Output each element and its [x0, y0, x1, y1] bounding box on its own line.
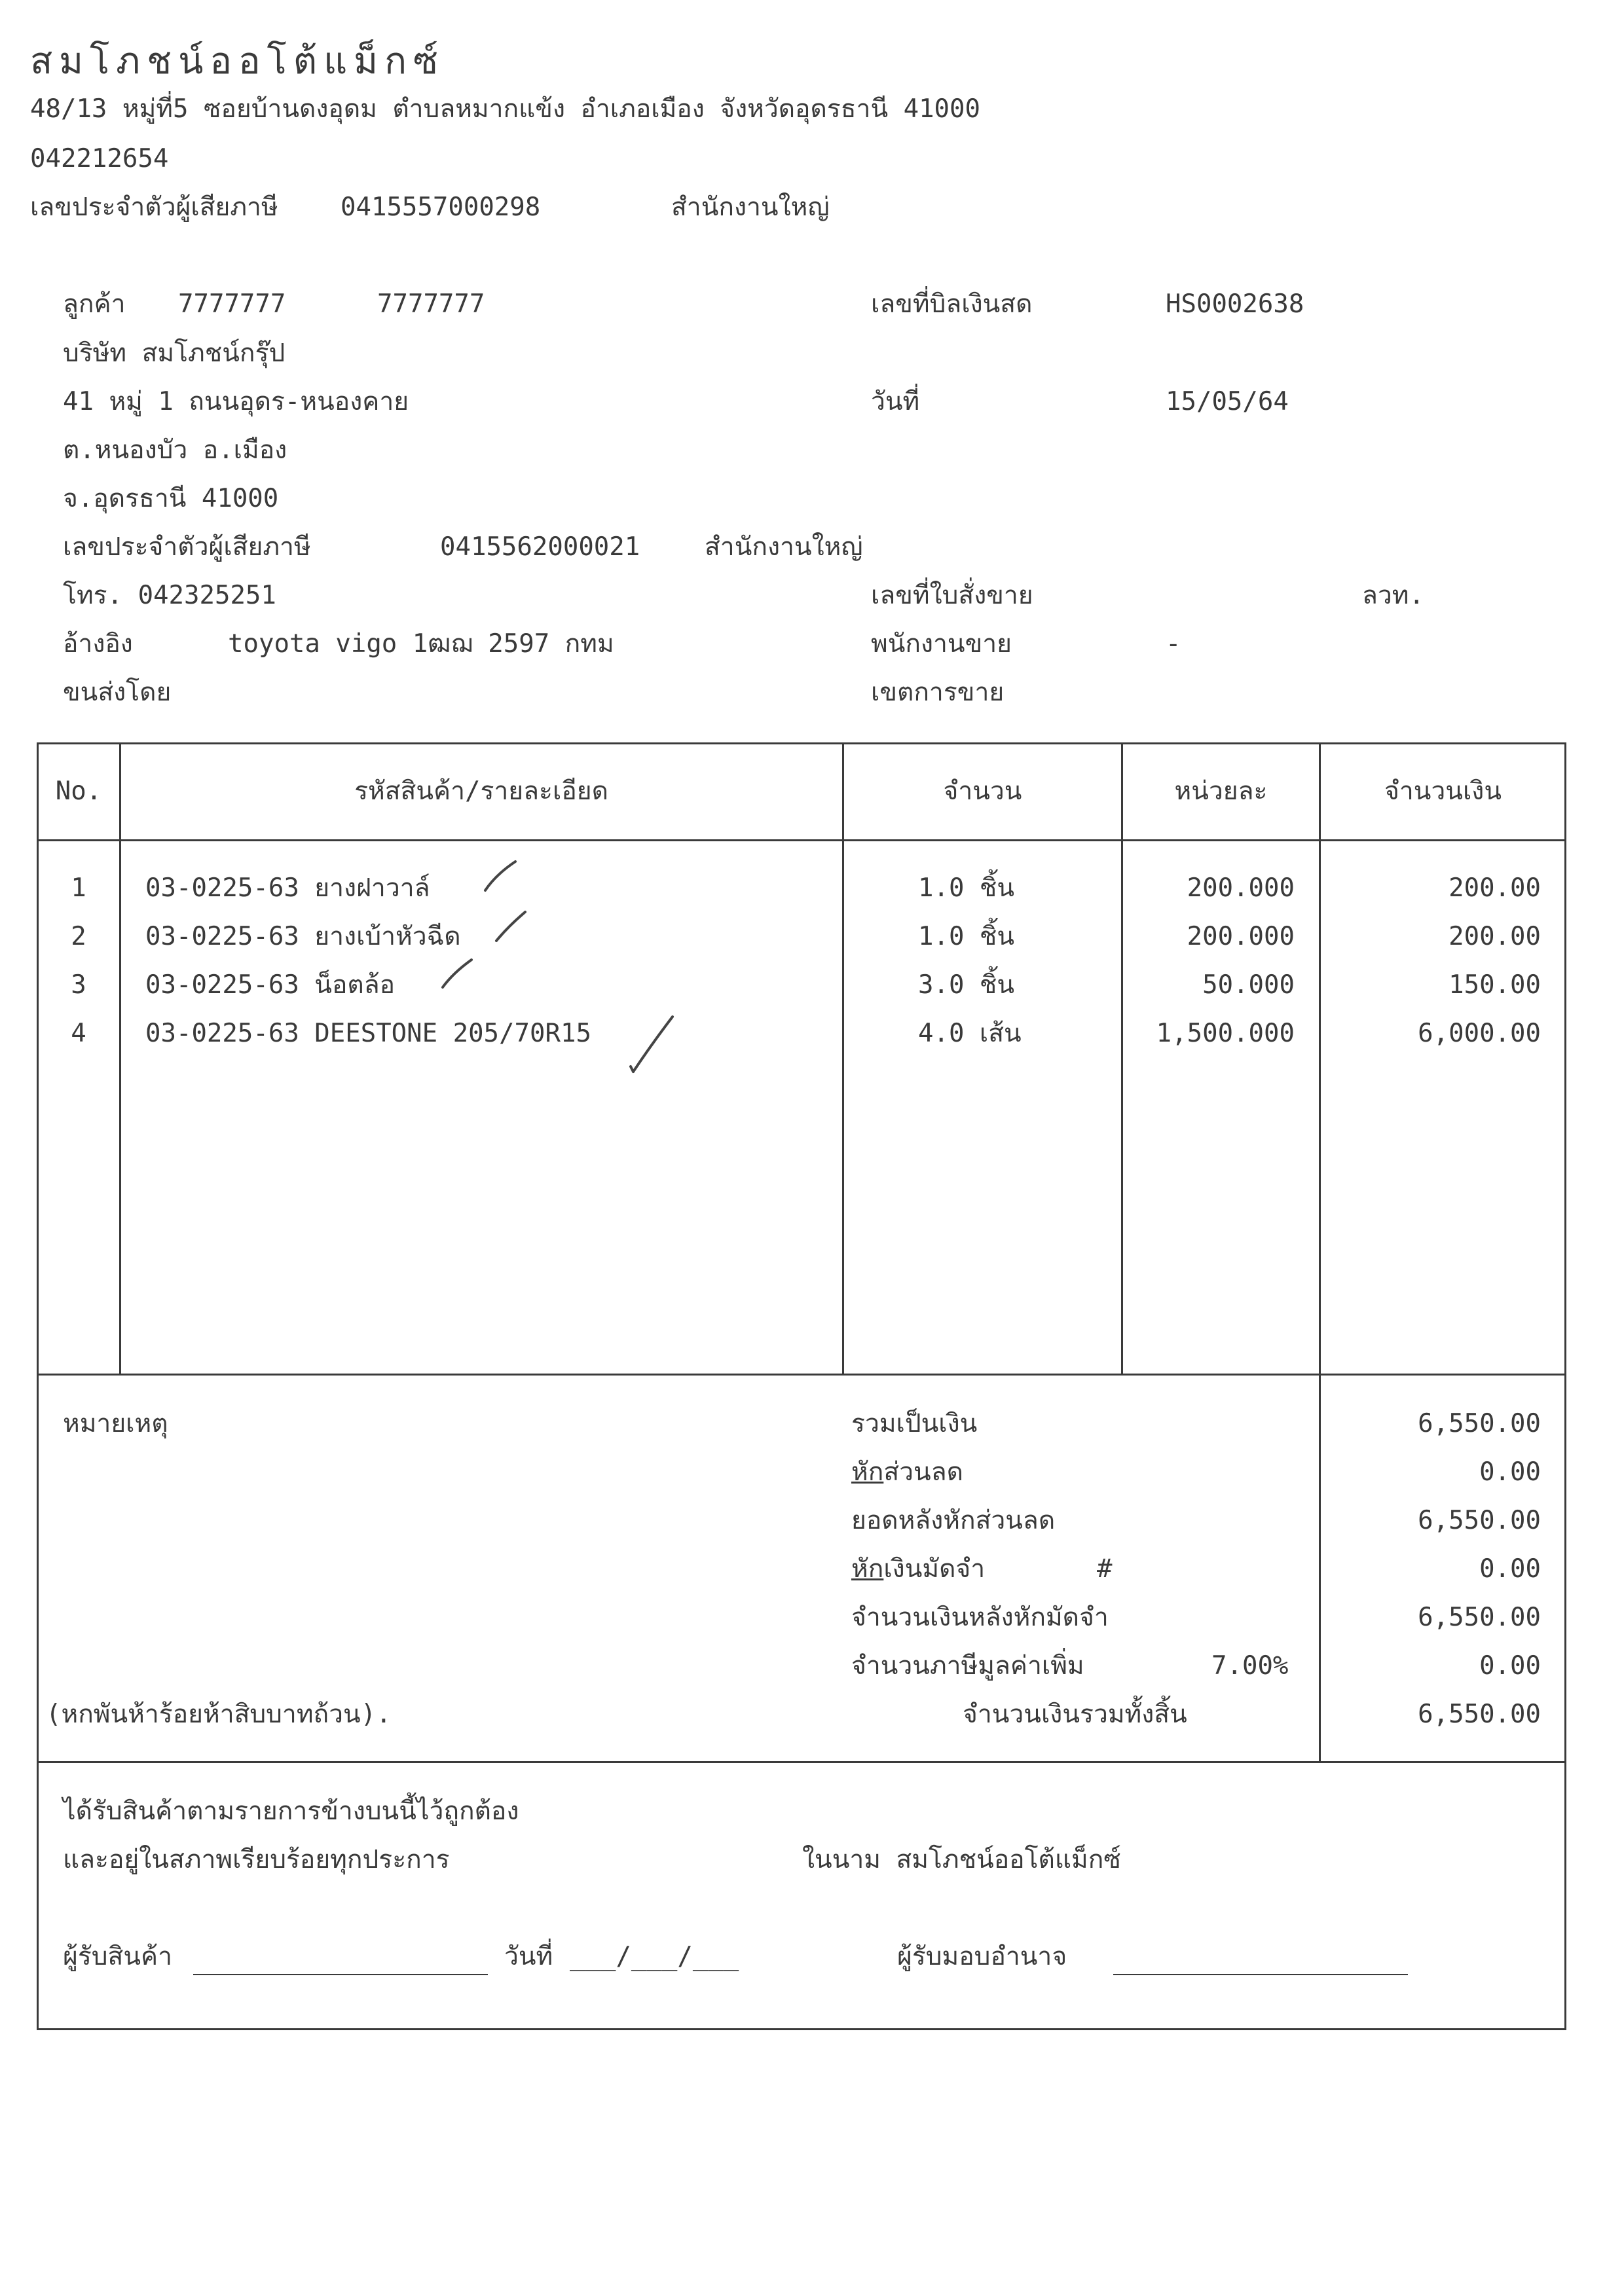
on-behalf-of: ในนาม สมโภชน์ออโต้แม็กซ์ — [802, 1845, 1121, 1874]
customer-code-1: 7777777 — [178, 289, 286, 319]
total-label: รวมเป็นเงิน — [851, 1409, 978, 1438]
col-divider-2 — [842, 742, 844, 1375]
salesperson-value: - — [1166, 629, 1181, 659]
customer-tax-label: เลขประจำตัวผู้เสียภาษี — [63, 532, 311, 562]
handwritten-check-mark — [481, 858, 521, 897]
company-branch: สำนักงานใหญ่ — [671, 192, 830, 222]
header-quantity: จำนวน — [943, 776, 1022, 806]
header-description: รหัสสินค้า/รายละเอียด — [354, 776, 608, 806]
col-divider-3 — [1121, 742, 1123, 1375]
discount-label — [851, 1457, 963, 1488]
receiver-signature-line — [193, 1974, 488, 1975]
customer-name: บริษัท สมโภชน์กรุ๊ป — [63, 338, 286, 368]
bill-number-value: HS0002638 — [1166, 289, 1304, 319]
summary-divider — [37, 1761, 1566, 1763]
received-statement-2: และอยู่ในสภาพเรียบร้อยทุกประการ — [63, 1845, 450, 1874]
after-deposit-label: จำนวนเงินหลังหักมัดจำ — [851, 1603, 1109, 1632]
sales-order-label: เลขที่ใบสั่งขาย — [871, 581, 1033, 610]
bill-date-value: 15/05/64 — [1166, 387, 1289, 416]
after-discount-label: ยอดหลังหักส่วนลด — [851, 1506, 1056, 1535]
receive-date-label: วันที่ — [504, 1942, 553, 1971]
grand-total-label: จำนวนเงินรวมทั้งสิ้น — [963, 1700, 1187, 1729]
reference-label: อ้างอิง — [63, 629, 133, 659]
table-row-no: 3 — [71, 970, 86, 1000]
customer-label: ลูกค้า — [63, 289, 126, 319]
after-discount-value: 6,550.00 — [1418, 1506, 1541, 1535]
sales-order-value: ลวท. — [1362, 581, 1424, 610]
table-row-no: 4 — [71, 1019, 86, 1048]
header-no: No. — [55, 776, 102, 806]
table-row-unit-price: 200.000 — [1187, 922, 1295, 951]
table-row-description: 03-0225-63 DEESTONE 205/70R15 — [145, 1019, 591, 1048]
table-row-amount: 200.00 — [1449, 922, 1541, 951]
salesperson-label: พนักงานขาย — [871, 629, 1012, 659]
company-tax-label: เลขประจำตัวผู้เสียภาษี — [30, 192, 278, 222]
sales-area-label: เขตการขาย — [871, 678, 1005, 707]
bill-number-label: เลขที่บิลเงินสด — [871, 289, 1033, 319]
amount-in-words: (หกพันห้าร้อยห้าสิบบาทถ้วน). — [46, 1700, 392, 1729]
discount-value: 0.00 — [1479, 1457, 1541, 1487]
table-row-description: 03-0225-63 ยางฝาวาล์ — [145, 873, 430, 903]
deposit-label — [851, 1554, 985, 1585]
table-row-unit-price: 200.000 — [1187, 873, 1295, 903]
table-row-quantity: 4.0 เส้น — [918, 1019, 1022, 1048]
company-phone: 042212654 — [30, 144, 169, 173]
company-name: สมโภชน์ออโต้แม็กซ์ — [30, 40, 445, 82]
deposit-hash: # — [1097, 1554, 1113, 1584]
handwritten-check-mark — [625, 1011, 678, 1077]
table-body-divider — [37, 1374, 1566, 1376]
customer-branch: สำนักงานใหญ่ — [705, 532, 863, 562]
customer-address-2: ต.หนองบัว อ.เมือง — [63, 435, 287, 465]
customer-address-1: 41 หมู่ 1 ถนนอุดร-หนองคาย — [63, 387, 409, 416]
deposit-label-prefix: หัก — [851, 1554, 884, 1584]
customer-address-3: จ.อุดรธานี 41000 — [63, 484, 279, 513]
bill-date-label: วันที่ — [871, 387, 920, 416]
deposit-label-text: เงินมัดจำ — [883, 1554, 986, 1584]
customer-tax-id: 0415562000021 — [440, 532, 640, 562]
received-statement-1: ได้รับสินค้าตามรายการข้างบนนี้ไว้ถูกต้อง — [63, 1796, 519, 1826]
deposit-value: 0.00 — [1479, 1554, 1541, 1584]
table-row-description: 03-0225-63 น็อตล้อ — [145, 970, 396, 1000]
table-row-amount: 200.00 — [1449, 873, 1541, 903]
shipping-label: ขนส่งโดย — [63, 678, 172, 707]
company-tax-id: 0415557000298 — [341, 192, 541, 222]
header-unit-price: หน่วยละ — [1174, 776, 1268, 806]
after-deposit-value: 6,550.00 — [1418, 1603, 1541, 1632]
table-row-unit-price: 1,500.000 — [1156, 1019, 1295, 1048]
handwritten-check-mark — [439, 955, 478, 994]
vat-rate: 7.00% — [1211, 1651, 1289, 1681]
table-row-amount: 6,000.00 — [1418, 1019, 1541, 1048]
company-address: 48/13 หมู่ที่5 ซอยบ้านดงอุดม ตำบลหมากแข้ง อำเภอเมือง จังหวัดอุดรธานี 41000 — [30, 94, 980, 124]
table-row-no: 2 — [71, 922, 86, 951]
vat-value: 0.00 — [1479, 1651, 1541, 1681]
grand-total-value: 6,550.00 — [1418, 1700, 1541, 1729]
receiver-label: ผู้รับสินค้า — [63, 1942, 173, 1971]
table-row-unit-price: 50.000 — [1202, 970, 1295, 1000]
table-row-no: 1 — [71, 873, 86, 903]
table-row-description: 03-0225-63 ยางเบ้าหัวฉีด — [145, 922, 461, 951]
col-divider-1 — [119, 742, 121, 1375]
customer-phone: โทร. 042325251 — [63, 581, 276, 610]
authorized-signature-line — [1113, 1974, 1408, 1975]
table-row-quantity: 1.0 ชิ้น — [918, 922, 1015, 951]
table-row-amount: 150.00 — [1449, 970, 1541, 1000]
customer-code-2: 7777777 — [377, 289, 485, 319]
authorized-label: ผู้รับมอบอำนาจ — [897, 1942, 1067, 1971]
table-row-quantity: 3.0 ชิ้น — [918, 970, 1015, 1000]
discount-label-prefix: หัก — [851, 1457, 884, 1487]
header-amount: จำนวนเงิน — [1384, 776, 1502, 806]
vat-label: จำนวนภาษีมูลค่าเพิ่ม — [851, 1651, 1084, 1681]
handwritten-check-mark — [492, 907, 532, 946]
total-value: 6,550.00 — [1418, 1409, 1541, 1438]
table-row-quantity: 1.0 ชิ้น — [918, 873, 1015, 903]
discount-label-text: ส่วนลด — [883, 1457, 963, 1487]
reference-value: toyota vigo 1ฒฌ 2597 กทม — [228, 629, 614, 659]
receive-date-blank: ___/___/___ — [570, 1942, 739, 1971]
remark-label: หมายเหตุ — [63, 1409, 168, 1438]
table-header-divider — [37, 839, 1566, 841]
